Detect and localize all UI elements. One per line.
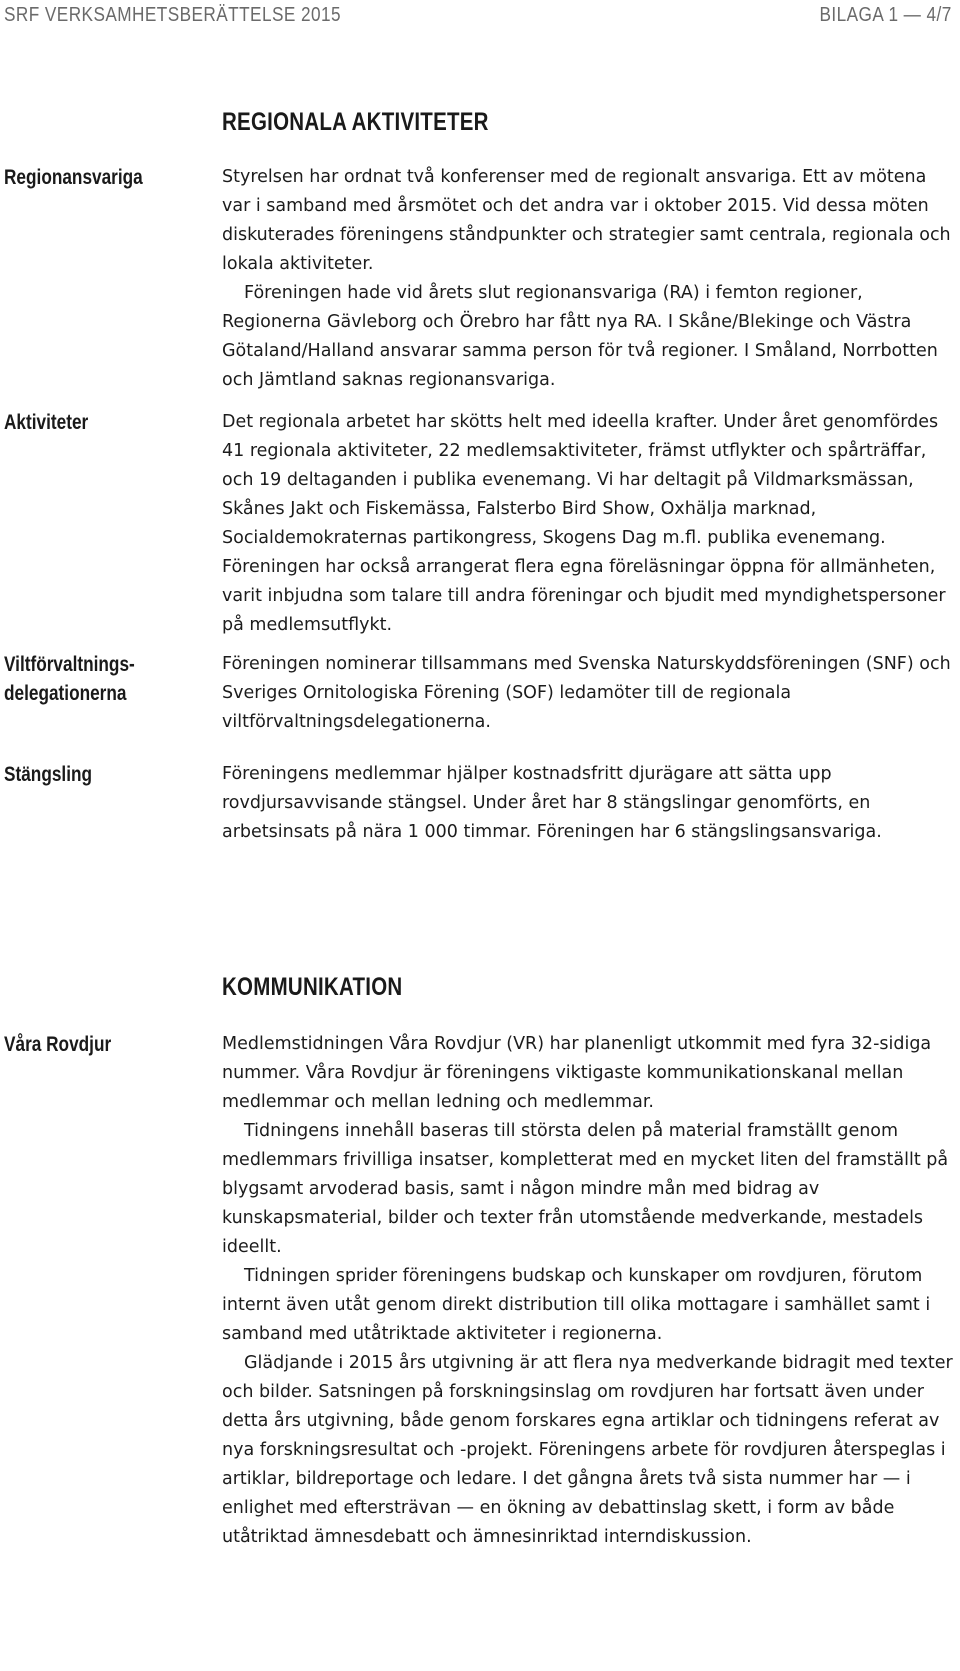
section-title-regionala-aktiviteter: REGIONALA AKTIVITETER bbox=[222, 108, 489, 136]
page-header bbox=[4, 4, 952, 27]
section-viltforvaltningsdelegationerna bbox=[222, 650, 958, 737]
side-label-line: Viltförvaltnings- bbox=[4, 653, 135, 676]
paragraph: Föreningens medlemmar hjälper kostnadsfritt djurägare att sätta upp rovdjursavvisande stängsel. Under året har 8 stängslingar genomförts, en arbetsinsats på nära 1 000 timmar. Föreningen har 6 stängslingsansvariga. bbox=[222, 764, 882, 842]
section-title-kommunikation: KOMMUNIKATION bbox=[222, 973, 403, 1001]
side-label-stangsling: Stängsling bbox=[4, 763, 93, 786]
side-label-vara-rovdjur: Våra Rovdjur bbox=[4, 1033, 112, 1056]
side-label-viltforvaltningsdelegationerna bbox=[4, 650, 193, 708]
section-vara-rovdjur bbox=[222, 1030, 958, 1552]
side-label-line: delegationerna bbox=[4, 682, 127, 705]
paragraph: Glädjande i 2015 års utgivning är att flera nya medverkande bidragit med texter och bilder. Satsningen på forskningsinslag om rovdjuren har fortsatt även under detta års utgivning, både genom forskares egna artiklar och tidningens referat av nya forskningsresultat och -projekt. Föreningens arbete för rovdjuren återspeglas i artiklar, bildreportage och ledare. I det gångna årets två sista nummer har — i enlighet med eftersträvan — en ökning av debattinslag skett, i form av både utåtriktad ämnesdebatt och ämnesinriktad interndiskussion. bbox=[222, 1353, 953, 1547]
paragraph: Det regionala arbetet har skötts helt med ideella krafter. Under året genomfördes 41 regionala aktiviteter, 22 medlemsaktiviteter, främst utflykter och spårträffar, och 19 deltaganden i publika evenemang. Vi har deltagit på Vildmarksmässan, Skånes Jakt och Fiskemässa, Falsterbo Bird Show, Oxhälja marknad, Socialdemokraternas partikongress, Skogens Dag m.fl. publika evenemang. Föreningen har också arrangerat flera egna föreläsningar öppna för allmänheten, varit inbjudna som talare till andra föreningar och bjudit med myndighetspersoner på medlemsutflykt. bbox=[222, 412, 946, 635]
section-stangsling bbox=[222, 760, 958, 847]
side-label-aktiviteter: Aktiviteter bbox=[4, 411, 89, 434]
header-document-title: SRF VERKSAMHETSBERÄTTELSE 2015 bbox=[4, 4, 341, 26]
paragraph: Styrelsen har ordnat två konferenser med de regionalt ansvariga. Ett av mötena var i samband med årsmötet och det andra var i oktober 2015. Vid dessa möten diskuterades föreningens ståndpunkter och strategier samt centrala, regionala och lokala aktiviteter. bbox=[222, 167, 951, 274]
paragraph: Tidningen sprider föreningens budskap och kunskaper om rovdjuren, förutom internt även utåt genom direkt distribution till olika mottagare i samhället samt i samband med utåtriktade aktiviteter i regionerna. bbox=[222, 1266, 931, 1344]
side-label-regionansvariga: Regionansvariga bbox=[4, 166, 143, 189]
section-aktiviteter bbox=[222, 408, 958, 640]
paragraph: Föreningen hade vid årets slut regionansvariga (RA) i femton regioner, Regionerna Gävleborg och Örebro har fått nya RA. I Skåne/Blekinge och Västra Götaland/Halland ansvarar samma person för två regioner. I Småland, Norrbotten och Jämtland saknas regionansvariga. bbox=[222, 283, 938, 390]
section-regionansvariga bbox=[222, 163, 958, 395]
header-page-number: BILAGA 1 — 4/7 bbox=[819, 4, 952, 26]
paragraph: Medlemstidningen Våra Rovdjur (VR) har planenligt utkommit med fyra 32-sidiga nummer. Våra Rovdjur är föreningens viktigaste kommunikationskanal mellan medlemmar och mellan ledning och medlemmar. bbox=[222, 1034, 932, 1112]
paragraph: Föreningen nominerar tillsammans med Svenska Naturskyddsföreningen (SNF) och Sveriges Ornitologiska Förening (SOF) ledamöter till de regionala viltförvaltningsdelegationerna. bbox=[222, 654, 951, 732]
paragraph: Tidningens innehåll baseras till största delen på material framställt genom medlemmars frivilliga insatser, kompletterat med en mycket liten del framställt på blygsamt arvoderad basis, samt i någon mindre mån med bidrag av kunskapsmaterial, bilder och texter från utomstående medverkande, mestadels ideellt. bbox=[222, 1121, 949, 1257]
